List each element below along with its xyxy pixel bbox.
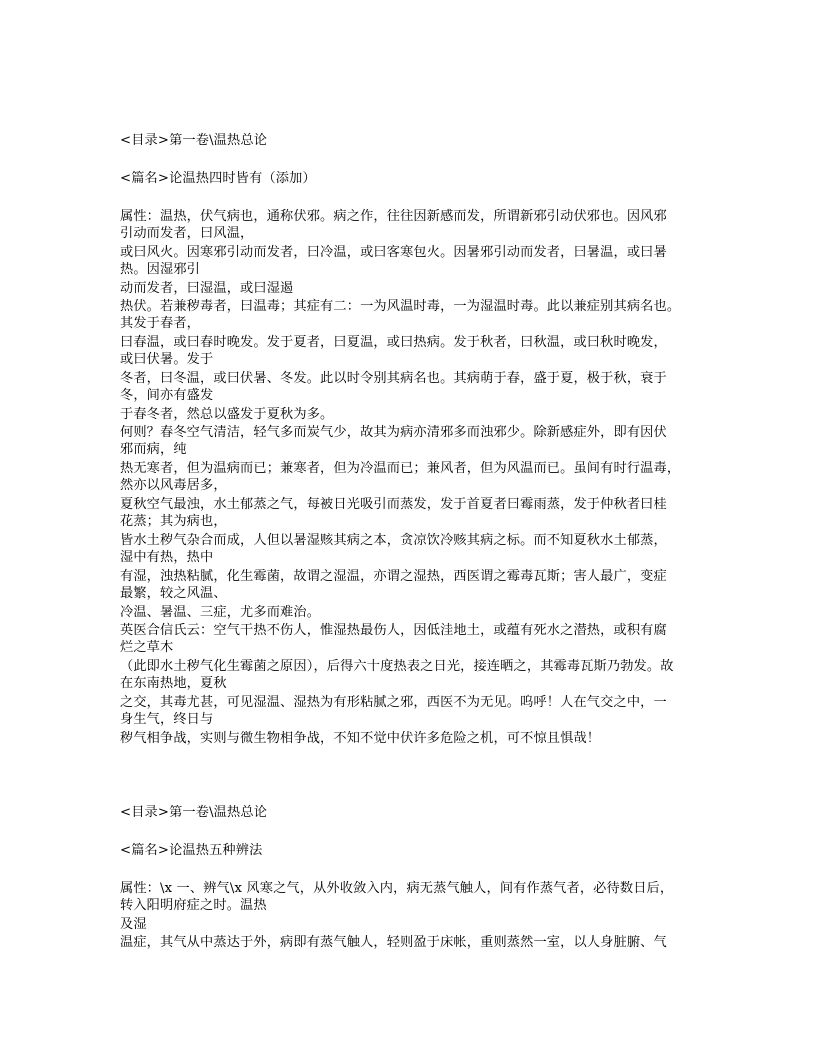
directory-heading: <目录>第一卷\温热总论: [120, 133, 268, 148]
body-line: 热。因湿邪引: [120, 262, 201, 277]
body-line: 温症，其气从中蒸达于外，病即有蒸气触人，轻则盈于床帐，重则蒸然一室，以人身脏腑、气: [120, 935, 667, 950]
body-line: 何则？春冬空气清洁，轻气多而炭气少，故其为病亦清邪多而浊邪少。除新感症外，即有因伏: [120, 425, 667, 440]
body-line: 热伏。若兼秽毒者，曰温毒；其症有二：一为风温时毒，一为湿温时毒。此以兼症别其病名也。: [120, 299, 681, 314]
body-line: 热无寒者，但为温病而已；兼寒者，但为冷温而已；兼风者，但为风温而已。虽间有时行温毒，: [120, 461, 681, 476]
body-line: 湿中有热，热中: [120, 550, 214, 565]
body-line: 转入阳明府症之时。温热: [120, 898, 267, 913]
body-line: 皆水土秽气杂合而成，人但以暑湿赅其病之本，贪凉饮冷赅其病之标。而不知夏秋水土郁蒸，: [120, 533, 667, 548]
directory-heading: <目录>第一卷\温热总论: [120, 805, 268, 820]
body-line: 在东南热地，夏秋: [120, 676, 227, 691]
body-line: 曰春温，或曰春时晚发。发于夏者，曰夏温，或曰热病。发于秋者，曰秋温，或曰秋时晚发，: [120, 335, 667, 350]
body-line: 烂之草木: [120, 640, 174, 655]
body-line: 于春冬者，然总以盛发于夏秋为多。: [120, 407, 334, 422]
body-line: 属性：温热，伏气病也，通称伏邪。病之作，往往因新感而发，所谓新邪引动伏邪也。因风邪: [120, 209, 667, 224]
body-line: 及湿: [120, 917, 147, 932]
body-line: 夏秋空气最浊，水土郁蒸之气，每被日光吸引而蒸发，发于首夏者曰霉雨蒸，发于仲秋者曰桂: [120, 497, 667, 512]
body-line: 或曰风火。因寒邪引动而发者，曰冷温，或曰客寒包火。因暑邪引动而发者，曰暑温，或曰暑: [120, 245, 667, 260]
body-line: 邪而病，纯: [120, 442, 187, 457]
body-line: 之交，其毒尤甚，可见湿温、湿热为有形粘腻之邪，西医不为无见。呜呼！人在气交之中，一: [120, 695, 667, 710]
body-line: 冬，间亦有盛发: [120, 388, 214, 403]
body-line: 然亦以风毒居多，: [120, 478, 227, 493]
body-line: 属性：\x 一、辨气\x 风寒之气，从外收敛入内，病无蒸气触人，间有作蒸气者，必待数日后，: [120, 881, 674, 896]
body-line: 花蒸；其为病也，: [120, 514, 227, 529]
body-line: 最繁，较之风温、: [120, 586, 227, 601]
body-line: 动而发者，曰湿温，或曰湿遏: [120, 281, 294, 296]
article-title: <篇名>论温热四时皆有（添加）: [120, 171, 316, 186]
body-line: （此即水土秽气化生霉菌之原因），后得六十度热表之日光，接连晒之，其霉毒瓦斯乃勃发。故: [120, 659, 674, 674]
article-title: <篇名>论温热五种辨法: [120, 843, 263, 858]
body-line: 秽气相争战，实则与微生物相争战，不知不觉中伏许多危险之机，可不惊且惧哉！: [120, 731, 601, 746]
body-line: 冬者，曰冬温，或曰伏暑、冬发。此以时令别其病名也。其病萌于春，盛于夏，极于秋，衰于: [120, 371, 667, 386]
body-line: 身生气，终日与: [120, 712, 214, 727]
body-line: 有湿，浊热粘腻，化生霉菌，故谓之湿温，亦谓之湿热，西医谓之霉毒瓦斯；害人最广，变症: [120, 569, 667, 584]
body-line: 冷温、暑温、三症，尤多而难治。: [120, 605, 321, 620]
body-line: 引动而发者，曰风温，: [120, 226, 254, 241]
body-line: 其发于春者，: [120, 316, 201, 331]
body-line: 英医合信氏云：空气干热不伤人，惟湿热最伤人，因低洼地土，或蕴有死水之潜热，或积有腐: [120, 623, 667, 638]
body-line: 或曰伏暑。发于: [120, 352, 214, 367]
